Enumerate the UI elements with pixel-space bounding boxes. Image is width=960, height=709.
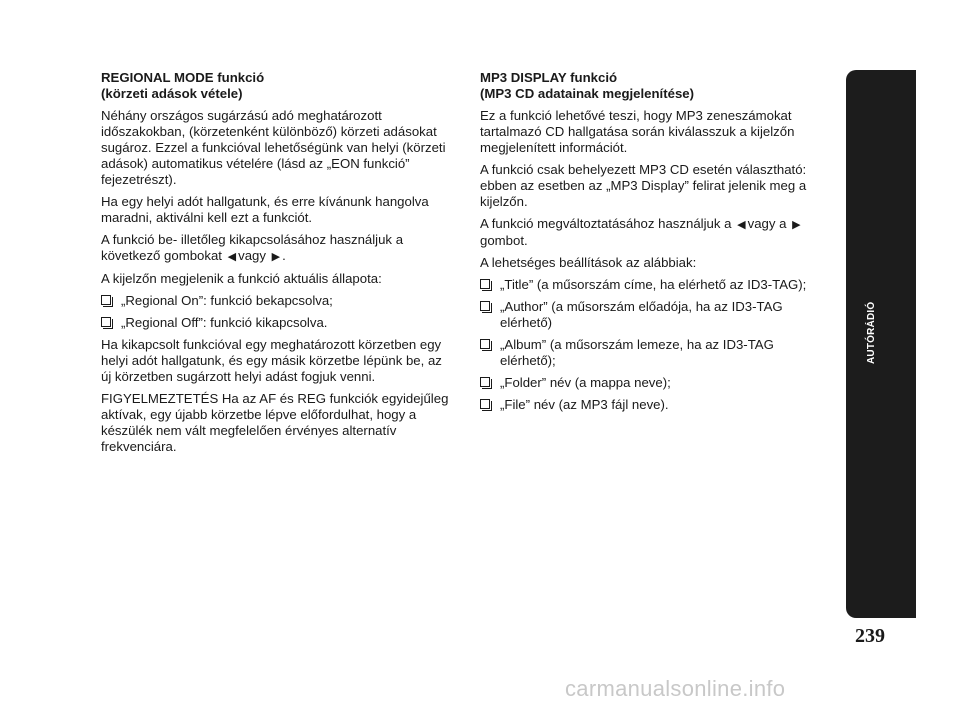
right-column bbox=[480, 70, 832, 419]
right-arrow-icon: ▶ bbox=[792, 219, 801, 231]
paragraph-buttons bbox=[480, 216, 832, 249]
list-item-text: „Author” (a műsorszám előadója, ha az ID3-TAG elérhető) bbox=[500, 299, 783, 330]
title-line-2: (MP3 CD adatainak megjelenítése) bbox=[480, 86, 695, 101]
title-line-1: REGIONAL MODE funkció bbox=[101, 70, 265, 85]
checkbox-bullet-icon bbox=[480, 279, 490, 289]
list-item bbox=[480, 375, 832, 391]
checkbox-bullet-icon bbox=[480, 377, 490, 387]
text: gombot. bbox=[480, 233, 528, 248]
left-arrow-icon: ◀ bbox=[737, 219, 746, 231]
list-item bbox=[480, 299, 832, 331]
list-item-text: „Folder” név (a mappa neve); bbox=[500, 375, 671, 390]
checkbox-bullet-icon bbox=[480, 301, 490, 311]
watermark: carmanualsonline.info bbox=[565, 676, 786, 701]
list-item-text: „Album” (a műsorszám lemeze, ha az ID3-TAG elérhető); bbox=[500, 337, 774, 368]
paragraph-warning: FIGYELMEZTETÉS Ha az AF és REG funkciók egyidejűleg aktívak, egy újabb körzetbe lépve előfordulhat, hogy a készülék nem vált megfelelően érvényes alternatív frekvenciára. bbox=[101, 391, 449, 454]
list-item bbox=[101, 315, 453, 331]
chapter-tab-label: AUTÓRÁDIÓ bbox=[866, 301, 877, 364]
checkbox-bullet-icon bbox=[480, 339, 490, 349]
text: A funkció be- illetőleg kikapcsolásához használjuk a következő gombokat bbox=[101, 232, 404, 263]
chapter-tab bbox=[846, 70, 916, 618]
text: vagy bbox=[238, 248, 266, 263]
paragraph: A lehetséges beállítások az alábbiak: bbox=[480, 255, 697, 270]
paragraph-buttons bbox=[101, 232, 453, 265]
list-item bbox=[480, 397, 832, 413]
list-item bbox=[480, 277, 832, 293]
text: . bbox=[282, 248, 286, 263]
checkbox-bullet-icon bbox=[101, 295, 111, 305]
paragraph: Ez a funkció lehetővé teszi, hogy MP3 zeneszámokat tartalmazó CD hallgatása során kiválasszuk a kijelzőn megjelenített információt. bbox=[480, 108, 795, 155]
checkbox-bullet-icon bbox=[480, 399, 490, 409]
paragraph: Ha egy helyi adót hallgatunk, és erre kívánunk hangolva maradni, aktiválni kell ezt a funkciót. bbox=[101, 194, 429, 225]
title-line-2: (körzeti adások vétele) bbox=[101, 86, 243, 101]
page-number: 239 bbox=[855, 625, 885, 647]
section-title-mp3-display bbox=[480, 70, 832, 102]
list-item bbox=[101, 293, 453, 309]
paragraph: A kijelzőn megjelenik a funkció aktuális állapota: bbox=[101, 271, 382, 286]
paragraph: Néhány országos sugárzású adó meghatározott időszakokban, (körzetenként különböző) körzeti adásokat sugároz. Ezzel a funkcióval lehetőségünk van helyi (körzeti adások) automatikus vételére (lásd az „EON funkció” fejezetrészt). bbox=[101, 108, 446, 187]
list-item-text: „File” név (az MP3 fájl neve). bbox=[500, 397, 669, 412]
section-title-regional-mode bbox=[101, 70, 453, 102]
paragraph: A funkció csak behelyezett MP3 CD esetén választható: ebben az esetben az „MP3 Display” felirat jelenik meg a kijelzőn. bbox=[480, 162, 807, 209]
left-column bbox=[101, 70, 453, 461]
list-item bbox=[480, 337, 832, 369]
left-arrow-icon: ◀ bbox=[227, 251, 237, 263]
right-arrow-icon: ▶ bbox=[271, 251, 281, 263]
list-item-text: „Regional Off”: funkció kikapcsolva. bbox=[121, 315, 328, 330]
text: A funkció megváltoztatásához használjuk a bbox=[480, 216, 732, 231]
paragraph: Ha kikapcsolt funkcióval egy meghatározott körzetben egy helyi adót hallgatunk, és egy másik körzetbe lépünk be, az új körzetben sugárzott helyi adást fogjuk venni. bbox=[101, 337, 442, 384]
list-item-text: „Title” (a műsorszám címe, ha elérhető az ID3-TAG); bbox=[500, 277, 807, 292]
title-line-1: MP3 DISPLAY funkció bbox=[480, 70, 618, 85]
checkbox-bullet-icon bbox=[101, 317, 111, 327]
list-item-text: „Regional On”: funkció bekapcsolva; bbox=[121, 293, 333, 308]
text: vagy a bbox=[747, 216, 787, 231]
